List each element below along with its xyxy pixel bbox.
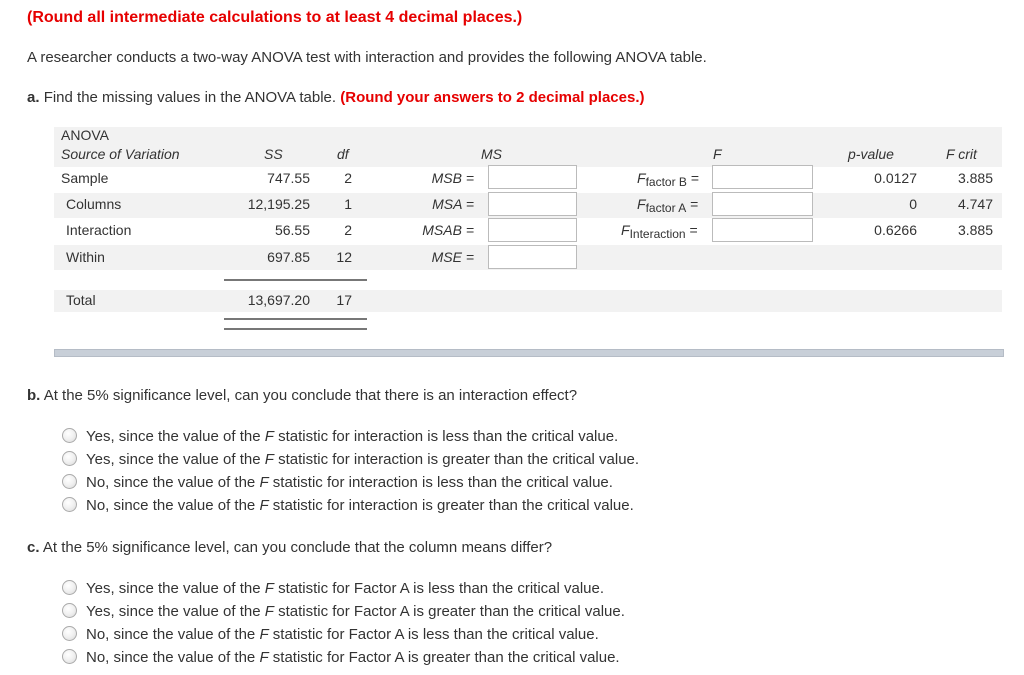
part-b-option-3-label: No, since the value of the F statistic for interaction is less than the critical value. — [86, 474, 613, 491]
total-rule-1 — [224, 318, 367, 320]
header-ms: MS — [481, 146, 502, 162]
header-ss: SS — [264, 146, 283, 162]
part-c-option-4-radio[interactable] — [62, 649, 77, 664]
part-c-option-3-label: No, since the value of the F statistic for Factor A is less than the critical value. — [86, 626, 599, 643]
row-columns-ms-label: MSA = — [432, 196, 474, 212]
part-c-option-4-label: No, since the value of the F statistic for Factor A is greater than the critical value. — [86, 649, 620, 666]
part-b-letter: b. — [27, 387, 41, 404]
part-a-prompt — [27, 89, 645, 106]
row-columns-f-label: $F_{factor A}$ = — [637, 196, 699, 215]
row-total-df: 17 — [336, 292, 352, 308]
row-columns-ss: 12,195.25 — [247, 196, 310, 212]
header-fcrit: F crit — [946, 146, 977, 162]
part-a-letter: a. — [27, 89, 40, 106]
part-c-option-3-radio[interactable] — [62, 626, 77, 641]
part-b-option-4-radio[interactable] — [62, 497, 77, 512]
table-horizontal-scrollbar[interactable] — [54, 349, 1004, 357]
row-columns-source: Columns — [66, 196, 122, 212]
part-c-option-2-label: Yes, since the value of the F statistic for Factor A is greater than the critical value. — [86, 603, 625, 620]
part-c-option-2-radio[interactable] — [62, 603, 77, 618]
msa-input[interactable] — [488, 192, 577, 216]
part-c-text: At the 5% significance level, can you conclude that the column means differ? — [42, 539, 553, 556]
mse-input[interactable] — [488, 245, 577, 269]
row-interaction-pvalue: 0.6266 — [874, 222, 917, 238]
table-row-band-total — [54, 290, 1002, 312]
row-interaction-f-label: $F_{Interaction}$ = — [621, 222, 698, 241]
part-c-option-1-label: Yes, since the value of the F statistic for Factor A is less than the critical value. — [86, 580, 605, 597]
row-sample-f-label: $F_{factor B}$ = — [637, 170, 699, 189]
part-c-option-1-radio[interactable] — [62, 580, 77, 595]
part-b-option-1-label: Yes, since the value of the F statistic for interaction is less than the critical value. — [86, 428, 619, 445]
header-df: df — [337, 146, 349, 162]
row-within-ss: 697.85 — [267, 249, 310, 265]
row-sample-fcrit: 3.885 — [957, 170, 993, 186]
subtotal-rule — [224, 279, 367, 281]
row-interaction-source: Interaction — [66, 222, 132, 238]
header-pvalue: p-value — [848, 146, 894, 162]
intro-text: A researcher conducts a two-way ANOVA test with interaction and provides the following ANOVA table. — [27, 49, 707, 66]
row-interaction-ss: 56.55 — [274, 222, 310, 238]
row-columns-fcrit: 4.747 — [957, 196, 993, 212]
row-sample-df: 2 — [344, 170, 352, 186]
part-c-letter: c. — [27, 539, 40, 556]
header-source: Source of Variation — [61, 146, 180, 162]
f-factor-b-input[interactable] — [712, 165, 813, 189]
table-title: ANOVA — [61, 127, 109, 143]
row-columns-df: 1 — [344, 196, 352, 212]
row-interaction-df: 2 — [344, 222, 352, 238]
part-b-option-2-radio[interactable] — [62, 451, 77, 466]
part-c-prompt — [27, 539, 552, 556]
part-b-option-2-label: Yes, since the value of the F statistic for interaction is greater than the critical value. — [86, 451, 640, 468]
row-within-source: Within — [66, 249, 105, 265]
f-interaction-input[interactable] — [712, 218, 813, 242]
rounding-note: (Round all intermediate calculations to at least 4 decimal places.) — [27, 9, 523, 26]
msab-input[interactable] — [488, 218, 577, 242]
part-b-prompt — [27, 387, 577, 404]
part-a-text: Find the missing values in the ANOVA table. — [43, 89, 337, 106]
row-sample-ms-label: MSB = — [431, 170, 474, 186]
row-columns-pvalue: 0 — [909, 196, 917, 212]
part-b-option-1-radio[interactable] — [62, 428, 77, 443]
part-b-option-3-radio[interactable] — [62, 474, 77, 489]
part-a-note: (Round your answers to 2 decimal places.) — [340, 89, 645, 106]
row-interaction-ms-label: MSAB = — [422, 222, 474, 238]
row-sample-source: Sample — [61, 170, 109, 186]
row-sample-pvalue: 0.0127 — [874, 170, 917, 186]
row-interaction-fcrit: 3.885 — [957, 222, 993, 238]
part-b-option-4-label: No, since the value of the F statistic for interaction is greater than the critical value. — [86, 497, 634, 514]
row-within-ms-label: MSE = — [431, 249, 474, 265]
f-factor-a-input[interactable] — [712, 192, 813, 216]
row-sample-ss: 747.55 — [267, 170, 310, 186]
part-b-text: At the 5% significance level, can you conclude that there is an interaction effect? — [43, 387, 578, 404]
total-rule-2 — [224, 328, 367, 330]
msb-input[interactable] — [488, 165, 577, 189]
header-f: F — [713, 146, 722, 162]
row-within-df: 12 — [336, 249, 352, 265]
row-total-source: Total — [66, 292, 96, 308]
row-total-ss: 13,697.20 — [247, 292, 310, 308]
